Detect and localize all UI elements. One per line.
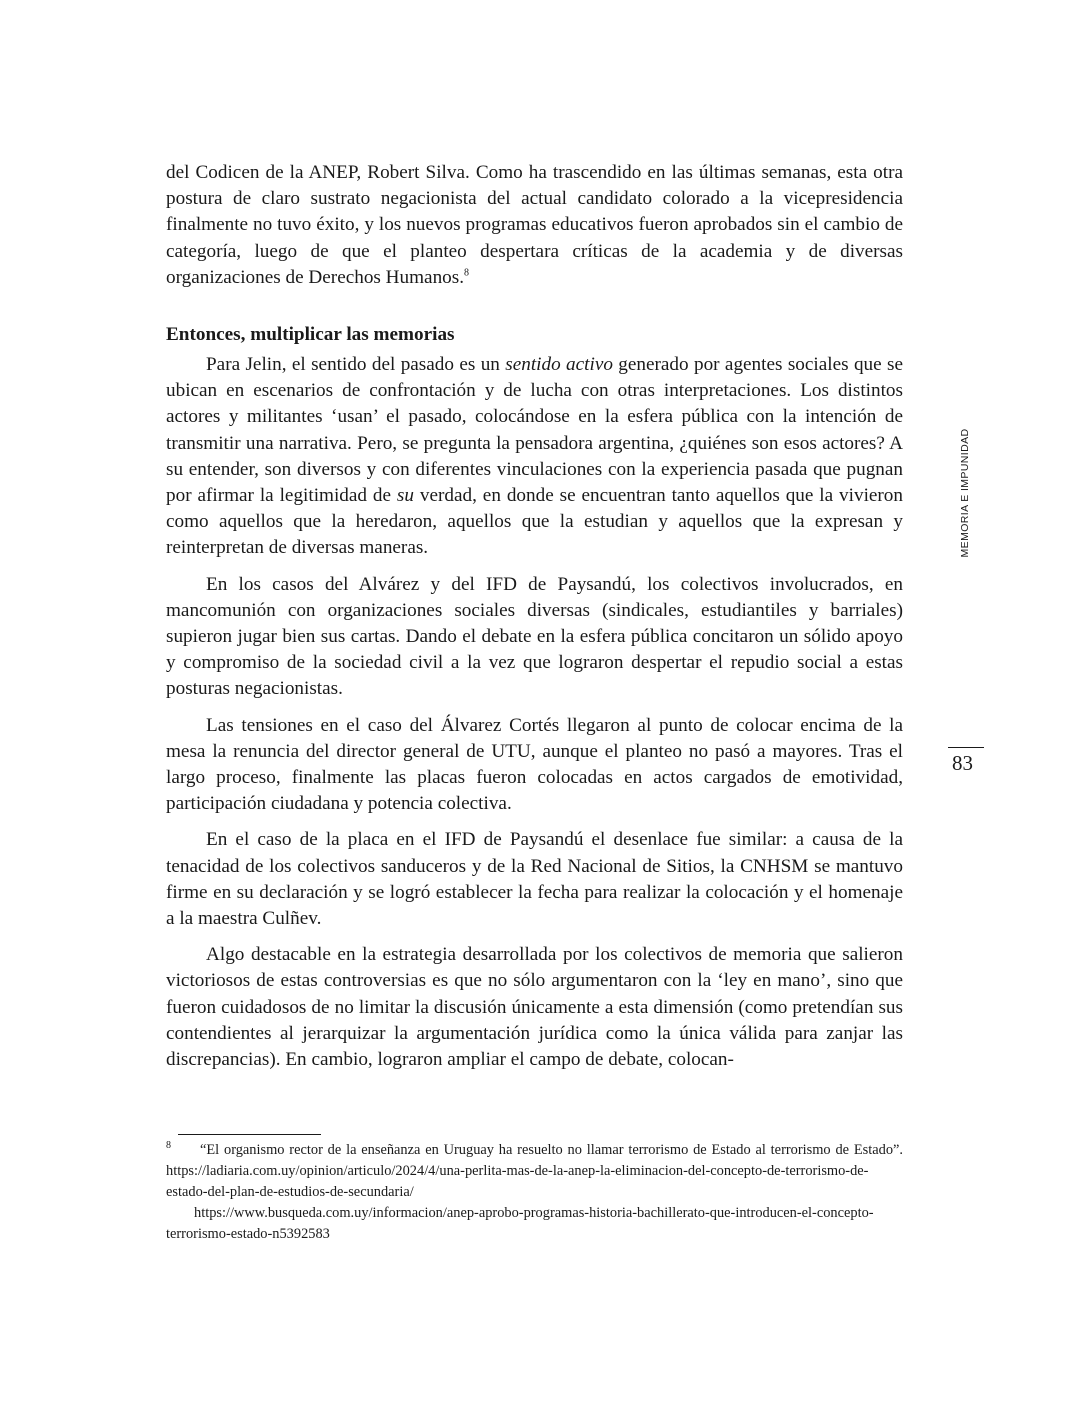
italic-phrase: sentido activo [505,354,613,376]
paragraph-jelin: Para Jelin, el sentido del pasado es un sentido activo generado por agentes sociales que se ubican en escenarios de confrontación y de lucha con otras interpretaciones. Los distintos actores y militantes ‘usan’ el pasado, colocándose en la esfera pública con la intención de transmitir una narrativa. Pero, se pregunta la pensadora argentina, ¿quiénes son esos actores? A su entender, son diversos y con diferentes vinculaciones con la experiencia pasada que pugnan por afirmar la legitimidad de su verdad, en donde se encuentran tanto aquellos que la vivieron como aquellos que la heredaron, aquellos que la estudian y aquellos que la expresan y reinterpretan de diversas maneras. [166,354,904,559]
paragraph-estrategia: Algo destacable en la estrategia desarrollada por los colectivos de memoria que salieron victoriosos de estas controversias es que no sólo argumentaron con la ‘ley en mano’, sino que fueron cuidadosos de no limitar la discusión únicamente a esta dimensión (como pretendían sus contendientes al jerarquizar la argumentación jurídica como la única válida para zanjar las discrepancias). En cambio, lograron ampliar el campo de debate, colocan- [166,944,903,1071]
paragraph-placa: En el caso de la placa en el IFD de Paysandú el desenlace fue similar: a causa de la tenacidad de los colectivos sanduceros y de la Red Nacional de Sitios, la CNHSM se mantuvo firme en su declaración y se logró establecer la fecha para realizar la colocación y el homenaje a la maestra Culñev. [166,829,903,930]
footnote-text: “El organismo rector de la enseñanza en Uruguay ha resuelto no llamar terrorismo de Estado al terrorismo de Estado”. https://ladiaria.com.uy/opinion/articulo/2024/4/una-perlita-mas-de-la-anep-la-eliminacion-del-concepto-de-terrorismo-de-estado-del-plan-de-estudios-de-secundaria/ [166,1142,903,1200]
footnote-8: 8 “El organismo rector de la enseñanza en Uruguay ha resuelto no llamar terrorismo de Estado al terrorismo de Estado”. https://ladiaria.com.uy/opinion/articulo/2024/4/una-perlita-mas-de-la-anep-la-eliminacion-del-concepto-de-terrorismo-de-estado-del-plan-de-estudios-de-secundaria/ [166,1140,903,1200]
paragraph-continuation [166,160,903,291]
paragraph-tensiones: Las tensiones en el caso del Álvarez Cortés llegaron al punto de colocar encima de la mesa la renuncia del director general de UTU, aunque el planteo no pasó a mayores. Tras el largo proceso, finalmente las placas fueron colocadas en actos cargados de emotividad, participación ciudadana y potencia colectiva. [166,714,903,815]
page-number: 83 [952,751,973,775]
running-header [955,420,975,565]
main-text-block [166,160,903,1073]
italic-word: su [396,485,414,507]
footnotes [166,1140,903,1245]
paragraph-text: del Codicen de la ANEP, Robert Silva. Como ha trascendido en las últimas semanas, esta otra postura de claro sustrato negacionista del actual candidato colorado a la vicepresidencia finalmente no tuvo éxito, y los nuevos programas educativos fueron aprobados sin el cambio de categoría, luego de que el planteo despertara críticas de la academia y de diversas organizaciones de Derechos Humanos. [166,162,903,288]
footnote-reference[interactable]: 8 [464,267,470,279]
page-number-rule [948,747,984,748]
footnote-8-link[interactable]: https://www.busqueda.com.uy/informacion/anep-aprobo-programas-historia-bachillerato-que-introducen-el-concepto-terrorismo-estado-n5392583 [166,1205,874,1242]
paragraph-casos: En los casos del Alvárez y del IFD de Paysandú, los colectivos involucrados, en mancomunión con organizaciones sociales diversas (sindicales, estudiantiles y barriales) supieron jugar bien sus cartas. Dando el debate en la esfera pública concitaron un sólido apoyo y compromiso de la sociedad civil a la vez que lograron despertar el repudio social a estas posturas negacionistas. [166,573,903,700]
running-header-text: MEMORIA E IMPUNIDAD [959,428,971,557]
section-heading: Entonces, multiplicar las memorias [166,324,455,346]
footnote-separator [178,1134,321,1135]
